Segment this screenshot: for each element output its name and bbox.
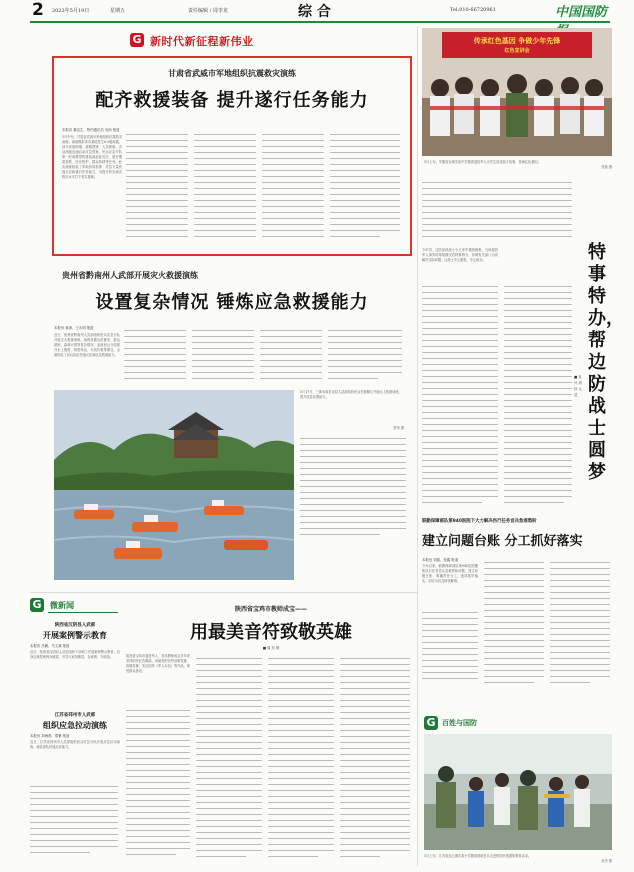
- news-item-1-title: 开展案例警示教育: [43, 631, 107, 640]
- river-rescue-photo: [54, 390, 294, 580]
- students-photo: [422, 28, 612, 156]
- issue-weekday: 星期五: [110, 8, 126, 14]
- news-item-2-sub: 江苏省邳州市人武部: [54, 713, 96, 718]
- weixinwen-label: 微新闻: [50, 601, 74, 610]
- news-item-2-title: 组织应急拉动演练: [43, 721, 107, 730]
- article-baoji-title: 用最美音符致敬英雄: [190, 622, 352, 643]
- article-baoji-left-lines: [126, 706, 192, 866]
- feature-title: 特事特办，帮边防战士圆梦: [588, 242, 624, 483]
- feature-text-columns: [422, 282, 582, 510]
- article-wuwei-title: 配齐救援装备 提升遂行任务能力: [95, 90, 369, 111]
- row-divider-bottom: [30, 592, 418, 593]
- news-item-1-body: 近日，陕西省汉阴县人武部组织干部职工开展案例警示教育，以身边典型案例为镜鉴，引导大家知敬畏、存戒惧、守底线。: [30, 650, 120, 659]
- news-item-1-byline: 本报讯 吕鹏、马文斌 报道: [30, 644, 70, 648]
- article-qiannan-byline: 本报讯 蒋涛、王永明 报道: [54, 326, 94, 330]
- article-940-body: 今年以来，联勤保障部队第940医院聚焦执行任务官兵急难愁盼问题，建立问题台账，明确责任分工，逐项抓好落实，切实为官兵排忧解难。: [422, 564, 478, 583]
- students-photo-banner-2: 红色宣讲会: [504, 48, 530, 54]
- feature-side-lines: [422, 178, 612, 242]
- header-rule: [30, 21, 610, 23]
- baixing-logo-icon: G: [424, 716, 438, 730]
- article-940-hospital: [422, 518, 612, 708]
- article-940-kicker: 联勤保障部队第940医院下大力解决伤行任务官兵急难愁盼: [422, 519, 537, 524]
- news-item-2-lines: [30, 782, 120, 862]
- masthead-logo: 中国国防: [555, 5, 608, 20]
- article-baoji: [126, 596, 416, 872]
- news-item-2-body: 近日，江苏省邳州市人武部组织民兵应急分队开展应急拉动演练，检验部队快速反应能力。: [30, 740, 120, 749]
- baixing-label: 百姓与国防: [442, 719, 477, 727]
- feature-column: [422, 178, 624, 510]
- river-rescue-caption: 5月17日，三都水族自治县人武部组织民兵在都柳江开展水上救援训练，提升应急处置能力。: [300, 390, 402, 399]
- article-baoji-subtitle: 陕西省宝鸡市教师成宝——: [234, 606, 307, 613]
- page-header: [30, 0, 610, 20]
- school-drill-photo: [424, 734, 612, 850]
- baixing-column: [424, 716, 612, 872]
- article-wuwei-subtitle: 甘肃省武威市军地组织抗震救灾演练: [168, 69, 296, 78]
- banner-title: 新时代新征程新伟业: [150, 35, 254, 48]
- article-qiannan-title: 设置复杂情况 锤炼应急救援能力: [95, 292, 369, 313]
- contact-tel: Tel:010-66720961: [450, 7, 496, 13]
- article-wuwei-body: 5月中旬，甘肃省武威市军地组织抗震救灾演练。演练模拟该市某地发生6.0级地震，部分房屋倒塌、道路损毁、人员被困，市县两级迅速启动应急预案，民兵应急分队第一时间携带救援装备赶赴灾区，展开搜索营救、医疗救护、群众转移等任务。此次演练检验了军地协同指挥、应急力量快速反应和遂行任务能力，为提升防灾减灾救灾水平打下坚实基础。: [62, 135, 122, 179]
- feature-byline: ■ 吴 兴 河 孙 元 武: [574, 375, 582, 397]
- news-item-2-byline: 本报讯 刘海燕、郑紫 报道: [30, 734, 70, 738]
- banner-logo-icon: G: [130, 33, 144, 47]
- article-baoji-byline: ■ 周 东 坡: [262, 646, 280, 650]
- article-qiannan: [52, 262, 412, 592]
- article-qiannan-text-columns: [124, 326, 404, 386]
- page-number: 2: [32, 0, 44, 20]
- article-qiannan-subtitle: 贵州省黔南州人武部开展灾火救援演练: [62, 271, 198, 280]
- article-940-byline: 本报讯 刘振、张鑫 报道: [422, 558, 459, 562]
- article-qiannan-body: 近日，贵州省黔南州人武部组织民兵应急分队开展灾火救援演练。演练设置山洪暴发、群众被困、森林火情等复杂情况，参演民兵分组展开水上搜救、物资转运、火线扑救等课目，全面检验了民兵队伍快速反应和应急救援能力。: [54, 333, 120, 357]
- article-940-text-columns: [484, 558, 612, 698]
- column-divider-right: [417, 26, 418, 866]
- article-baoji-body: 陕西省宝鸡市退役军人、音乐教师成宝多年来坚持创作红色歌曲，用最美的音符讴歌英雄、致敬英雄，先后创作《军人本色》等作品，深受群众喜爱。: [126, 654, 190, 673]
- school-drill-caption: 5月上旬，江苏省连云港市某小学邀请基地官兵走进校园开展国防教育活动。: [424, 854, 532, 858]
- article-940-title: 建立问题台账 分工抓好落实: [422, 534, 583, 549]
- river-rescue-credit: 蒙荣 摄: [393, 426, 404, 430]
- feature-body: 今年初，边防某部战士小王家中遇到困难，当地退役军人事务局得知情况后特事特办，协调有关部门为其解决实际问题，让战士安心服役、专心练兵。: [422, 248, 498, 262]
- article-940-left-lines: [422, 608, 480, 698]
- weixinwen-column: [30, 596, 120, 872]
- article-wuwei: [52, 56, 412, 256]
- issue-date: 2023年5月19日: [52, 8, 90, 14]
- students-photo-credit: 张燕 摄: [601, 165, 612, 169]
- article-baoji-text-columns: [196, 654, 416, 866]
- weixinwen-logo-icon: G: [30, 598, 44, 612]
- section-banner: [130, 30, 280, 50]
- article-qiannan-side-columns: [300, 434, 406, 574]
- section-title: 综 合: [298, 4, 331, 20]
- editor-credit: 责任编辑 / 周李龙: [188, 8, 228, 14]
- school-drill-credit: 孙杰 摄: [601, 859, 612, 863]
- article-wuwei-byline: 本报讯 董克生、特约通讯员 吴雨 报道: [62, 128, 120, 132]
- students-photo-banner: 传承红色基因 争做少年先锋: [473, 37, 561, 45]
- news-item-1-sub: 陕西省汉阴县人武部: [54, 623, 96, 628]
- article-wuwei-text-columns: [126, 130, 404, 248]
- students-photo-caption: 5月上旬，安徽省宣城市某中学邀请退役军人为学生讲述战斗故事，传承红色基因。: [424, 160, 541, 164]
